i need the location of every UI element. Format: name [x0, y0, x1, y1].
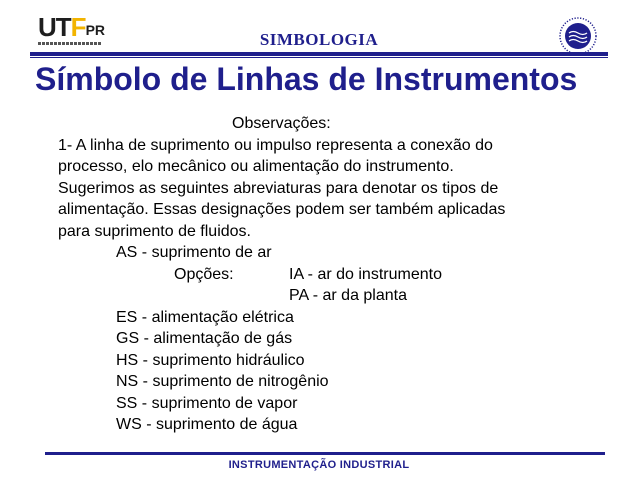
paragraph-line: 1- A linha de suprimento ou impulso representa a conexão do [58, 136, 493, 154]
option-item: PA - ar da planta [289, 287, 407, 304]
list-item: GS - alimentação de gás [116, 330, 293, 347]
header-title: SIMBOLOGIA [259, 30, 379, 49]
list-item: NS - suprimento de nitrogênio [116, 373, 329, 390]
paragraph-line: para suprimento de fluidos. [58, 222, 251, 240]
paragraph-line: alimentação. Essas designações podem ser também aplicadas [58, 201, 506, 218]
options-label: Opções: [174, 265, 234, 283]
slide-title: Símbolo de Linhas de Instrumentos [35, 61, 578, 97]
logo-text: $UTF^{PR}$ [38, 12, 106, 42]
list-item: HS - suprimento hidráulico [116, 351, 305, 369]
header-divider [30, 52, 608, 56]
list-item: SS - suprimento de vapor [116, 394, 298, 412]
observations-heading: Observações: [232, 115, 331, 132]
list-item-as: AS - suprimento de ar [116, 244, 272, 261]
header-divider-thin [30, 57, 608, 58]
footer-text: INSTRUMENTAÇÃO INDUSTRIAL [228, 459, 410, 471]
paragraph-line: Sugerimos as seguintes abreviaturas para denotar os tipos de [58, 179, 499, 197]
option-item: IA - ar do instrumento [289, 265, 442, 283]
paragraph-line: processo, elo mecânico ou alimentação do instrumento. [58, 158, 454, 175]
university-seal-icon [558, 16, 598, 56]
list-item: WS - suprimento de água [116, 416, 298, 433]
footer-divider [45, 452, 605, 455]
list-item: ES - alimentação elétrica [116, 308, 294, 326]
